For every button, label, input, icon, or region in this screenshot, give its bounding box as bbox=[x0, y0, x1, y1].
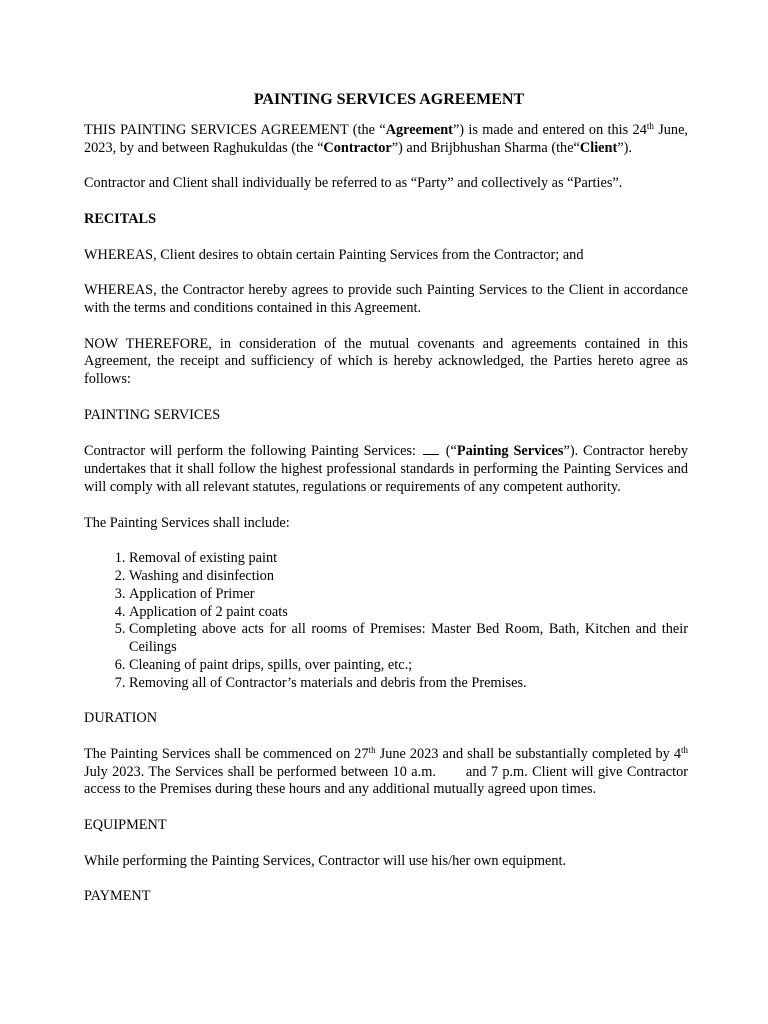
services-list bbox=[84, 550, 688, 692]
agreement-term: Agreement bbox=[385, 122, 453, 138]
list-item: 6. Cleaning of paint drips, spills, over painting, etc.; bbox=[129, 657, 688, 675]
duration-text-3: July 2023. The Services shall be performed between 10 a.m. bbox=[84, 763, 436, 780]
end-date-suffix: th bbox=[681, 744, 689, 755]
duration-text-2: June 2023 and shall be substantially completed by 4 bbox=[375, 745, 681, 762]
parties-paragraph: Contractor and Client shall individually be referred to as “Party” and collectively as “Parties”. bbox=[84, 175, 623, 192]
duration-text-1: The Painting Services shall be commenced on 27 bbox=[84, 745, 369, 762]
duration-paragraph bbox=[84, 746, 688, 799]
equipment-paragraph: While performing the Painting Services, Contractor will use his/her own equipment. bbox=[84, 852, 567, 869]
intro-text-2: ”) is made and entered on this 24 bbox=[452, 122, 647, 138]
whereas-paragraph-1: WHEREAS, Client desires to obtain certain Painting Services from the Contractor; and bbox=[84, 246, 584, 263]
services-paragraph bbox=[84, 442, 688, 496]
whereas-paragraph-2: WHEREAS, the Contractor hereby agrees to provide such Painting Services to the Client in accordance with the terms and conditions contained in this Agreement. bbox=[84, 282, 688, 316]
duration-heading: DURATION bbox=[84, 710, 158, 727]
services-blank-line bbox=[423, 442, 439, 455]
contractor-term: Contractor bbox=[323, 139, 392, 156]
intro-text-5: ”). bbox=[617, 139, 632, 156]
day-suffix: th bbox=[646, 121, 654, 131]
list-item: 4. Application of 2 paint coats bbox=[129, 604, 688, 622]
document-title: PAINTING SERVICES AGREEMENT bbox=[253, 91, 525, 108]
include-intro: The Painting Services shall include: bbox=[84, 514, 290, 531]
list-item: 2. Washing and disinfection bbox=[129, 568, 688, 586]
services-term: Painting Services bbox=[456, 443, 564, 460]
intro-text-3: June, 2023, by and between Raghukuldas (the “ bbox=[84, 122, 688, 156]
services-text-3: ”). Contractor hereby undertakes that it shall follow the highest professional standards in performing the Painting Services and will comply with all relevant statutes, regulations or requirements of any competent authority. bbox=[84, 443, 688, 495]
list-item: 7. Removing all of Contractor’s materials and debris from the Premises. bbox=[129, 675, 688, 693]
services-text-1: Contractor will perform the following Painting Services: bbox=[84, 443, 416, 460]
equipment-heading: EQUIPMENT bbox=[84, 817, 167, 834]
list-item: 1. Removal of existing paint bbox=[129, 550, 688, 568]
intro-paragraph bbox=[84, 122, 688, 158]
recitals-heading: RECITALS bbox=[84, 210, 157, 227]
list-item: 5. Completing above acts for all rooms of Premises: Master Bed Room, Bath, Kitchen and their Ceilings bbox=[129, 621, 688, 657]
list-item: 3. Application of Primer bbox=[129, 586, 688, 604]
duration-text-4: and 7 p.m. Client will give Contractor access to the Premises during these hours and any additional mutually agreed upon times. bbox=[84, 763, 688, 798]
intro-text-1: THIS PAINTING SERVICES AGREEMENT (the “ bbox=[84, 122, 386, 138]
payment-heading: PAYMENT bbox=[84, 888, 151, 905]
intro-text-4: ”) and Brijbhushan Sharma (the“ bbox=[391, 139, 580, 156]
services-heading: PAINTING SERVICES bbox=[84, 406, 221, 423]
now-therefore-paragraph: NOW THEREFORE, in consideration of the mutual covenants and agreements contained in this Agreement, the receipt and sufficiency of which is hereby acknowledged, the Parties hereto agree as follows: bbox=[84, 335, 688, 388]
start-date-suffix: th bbox=[368, 744, 376, 755]
services-text-2: (“ bbox=[440, 443, 457, 460]
client-term: Client bbox=[579, 139, 618, 156]
